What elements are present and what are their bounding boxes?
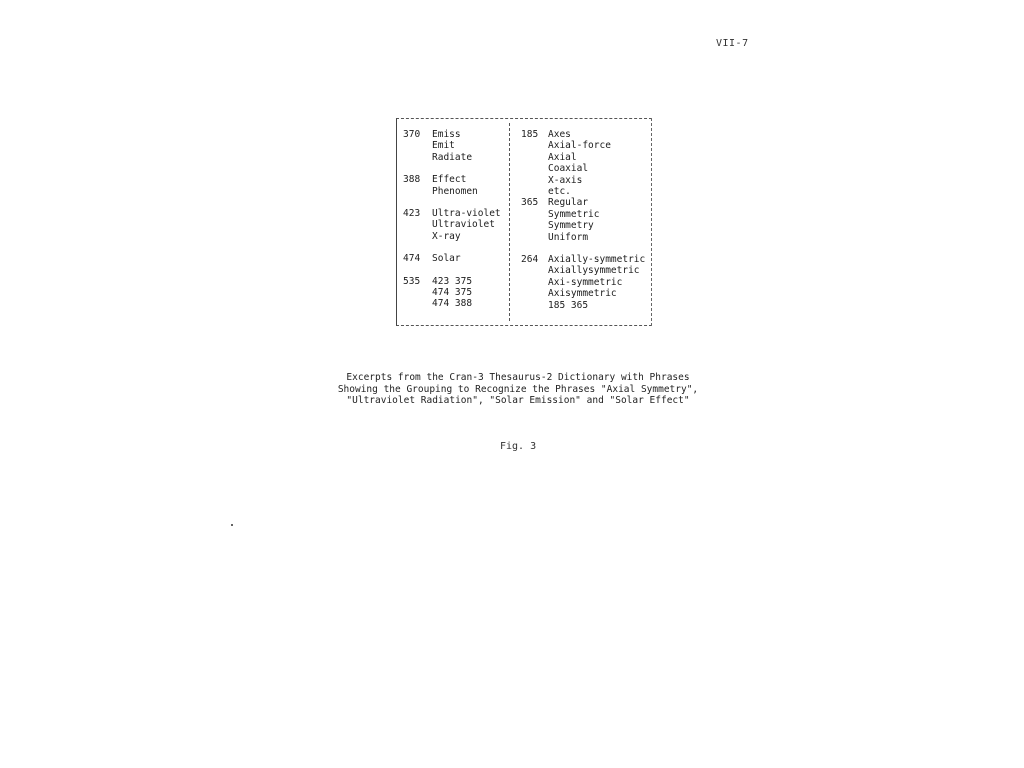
entry-term: Uniform	[548, 231, 589, 243]
entry-number: 185	[521, 129, 539, 140]
entry-term: Regular	[548, 197, 589, 209]
entry-term: Emit	[432, 140, 455, 152]
entry-term: Axiallysymmetric	[548, 265, 640, 277]
entry-term: Solar	[432, 253, 461, 265]
entry-term: Effect	[432, 174, 467, 186]
dictionary-entry	[403, 174, 507, 197]
caption-line: Showing the Grouping to Recognize the Phrases "Axial Symmetry",	[337, 383, 699, 395]
entry-term: Axial-force	[548, 140, 611, 152]
entry-term: 474 375	[432, 287, 473, 299]
entry-term: Axially-symmetric	[548, 254, 646, 266]
caption-line: "Ultraviolet Radiation", "Solar Emission" and "Solar Effect"	[346, 395, 690, 407]
figure-caption	[330, 372, 706, 407]
entry-term: X-ray	[432, 230, 461, 242]
dictionary-entry	[403, 129, 507, 163]
entry-number: 535	[403, 275, 421, 287]
page-number-label: VII-7	[716, 38, 749, 49]
entry-term: 474 388	[432, 298, 473, 310]
entry-term: Symmetry	[548, 220, 594, 232]
entry-term: 185 365	[548, 299, 589, 311]
right-column	[521, 129, 651, 322]
entry-term: Radiate	[432, 151, 473, 163]
entry-term: Ultraviolet	[432, 219, 495, 231]
entry-term: Axial	[548, 151, 577, 163]
entry-term: etc.	[548, 186, 571, 198]
dictionary-entry	[521, 129, 651, 197]
entry-number: 264	[521, 254, 539, 266]
entry-term: Axisymmetric	[548, 288, 617, 300]
entry-term: Ultra-violet	[432, 208, 501, 220]
entry-term: 423 375	[432, 275, 473, 287]
entry-term: X-axis	[548, 174, 583, 186]
left-column	[403, 129, 507, 321]
entry-term: Coaxial	[548, 163, 589, 175]
entry-term: Phenomen	[432, 185, 478, 197]
dictionary-excerpt-table	[396, 118, 652, 326]
entry-number: 365	[521, 197, 539, 209]
column-divider	[509, 123, 510, 321]
entry-number: 423	[403, 208, 421, 220]
figure-label: Fig. 3	[500, 441, 537, 452]
entry-term: Symmetric	[548, 208, 600, 220]
entry-number: 370	[403, 129, 421, 140]
entry-number: 388	[403, 174, 421, 186]
entry-term: Axes	[548, 129, 571, 140]
dictionary-entry	[403, 276, 507, 310]
entry-number: 474	[403, 253, 421, 265]
dictionary-entry	[521, 197, 651, 243]
caption-line: Excerpts from the Cran-3 Thesaurus-2 Dictionary with Phrases	[346, 372, 690, 383]
dictionary-entry	[403, 253, 507, 264]
dictionary-entry	[403, 208, 507, 242]
entry-term: Emiss	[432, 129, 461, 140]
scan-speck	[231, 524, 233, 526]
dictionary-entry	[521, 254, 651, 311]
entry-term: Axi-symmetric	[548, 276, 623, 288]
